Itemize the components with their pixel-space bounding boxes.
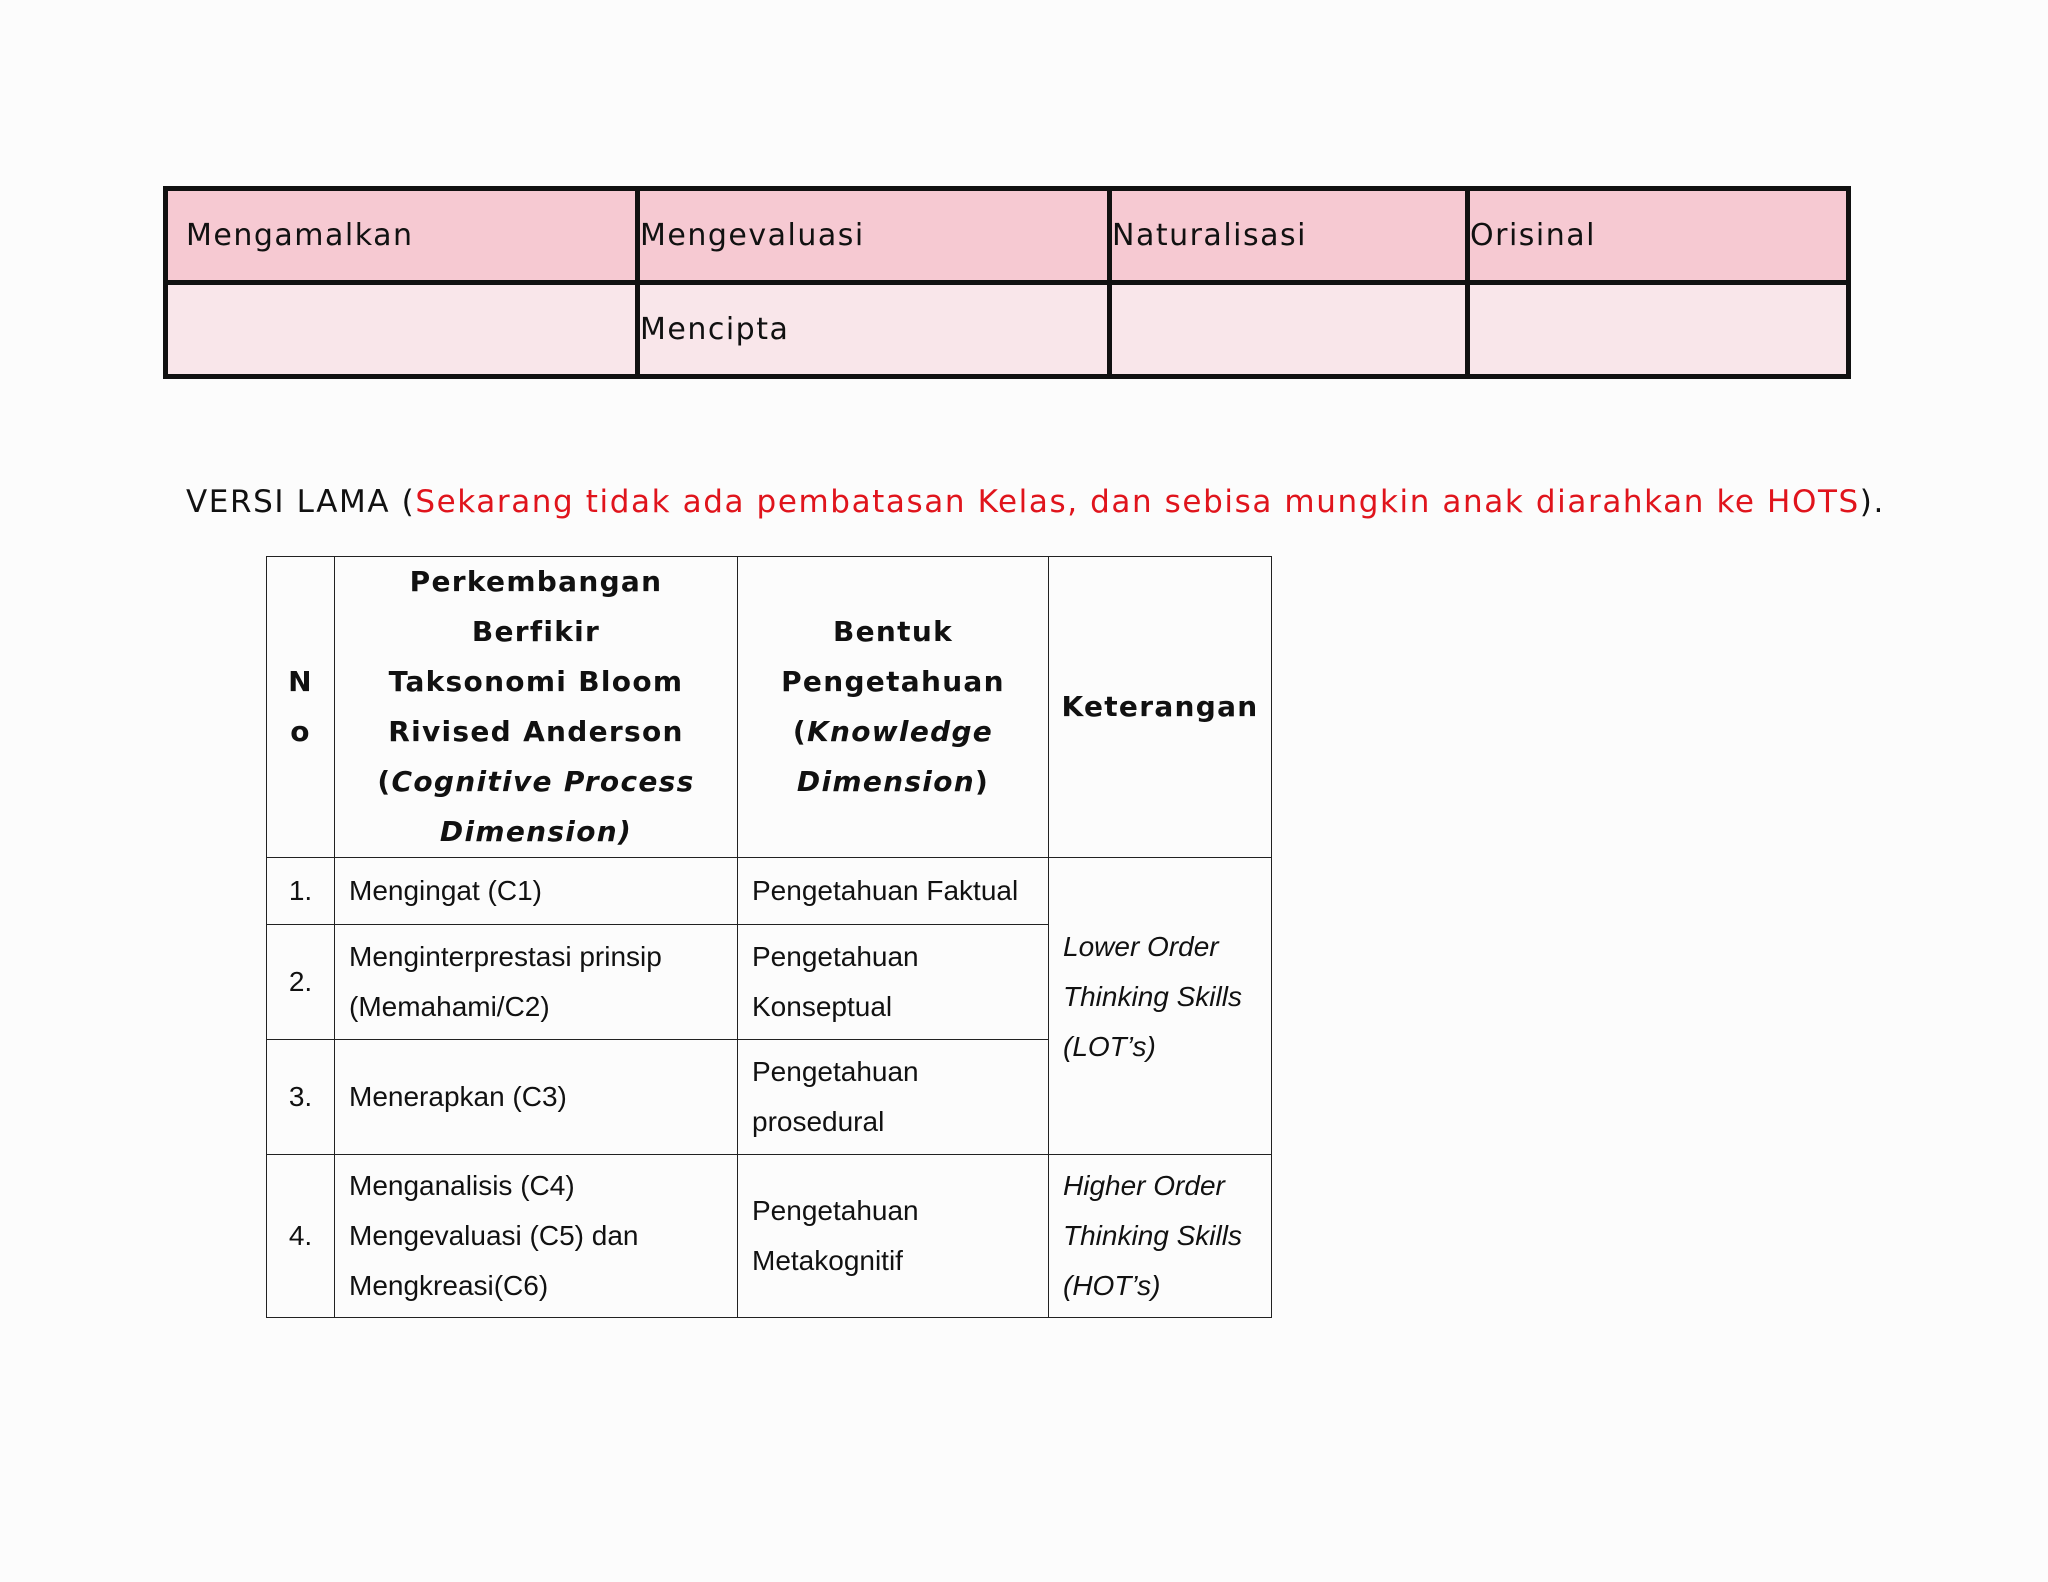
cognitive-process-cell: Menginterprestasi prinsip (Memahami/C2)	[335, 925, 738, 1040]
table-row	[267, 858, 1272, 925]
cognitive-process-cell: Mengingat (C1)	[335, 858, 738, 925]
row-number: 3.	[267, 1040, 335, 1155]
table-header-row	[267, 557, 1272, 858]
knowledge-cell: Pengetahuan Konseptual	[738, 925, 1049, 1040]
heading-suffix: ).	[1859, 484, 1885, 520]
table-cell	[166, 283, 638, 377]
row-number: 2.	[267, 925, 335, 1040]
header-bentuk-pengetahuan: Bentuk Pengetahuan (Knowledge Dimension)	[738, 557, 1049, 858]
knowledge-cell: Pengetahuan Metakognitif	[738, 1155, 1049, 1318]
knowledge-cell: Pengetahuan prosedural	[738, 1040, 1049, 1155]
knowledge-cell: Pengetahuan Faktual	[738, 858, 1049, 925]
table-cell	[1468, 283, 1849, 377]
row-number: 1.	[267, 858, 335, 925]
section-heading	[186, 484, 1885, 520]
cognitive-process-cell: Menerapkan (C3)	[335, 1040, 738, 1155]
heading-note: Sekarang tidak ada pembatasan Kelas, dan sebisa mungkin anak diarahkan ke HOTS	[415, 484, 1860, 520]
table-cell	[1110, 283, 1468, 377]
table-cell: Mencipta	[638, 283, 1110, 377]
taxonomy-levels-table	[163, 186, 1851, 379]
cognitive-process-cell: Menganalisis (C4) Mengevaluasi (C5) dan Mengkreasi(C6)	[335, 1155, 738, 1318]
lot-note-cell: Lower Order Thinking Skills (LOT’s)	[1049, 858, 1272, 1155]
table-row	[267, 1155, 1272, 1318]
heading-prefix: VERSI LAMA (	[186, 484, 416, 520]
header-keterangan: Keterangan	[1049, 557, 1272, 858]
table-row	[166, 283, 1849, 377]
header-perkembangan: Perkembangan Berfikir Taksonomi Bloom Rivised Anderson (Cognitive Process Dimension)	[335, 557, 738, 858]
row-number: 4.	[267, 1155, 335, 1318]
table-cell: Mengevaluasi	[638, 189, 1110, 283]
old-version-table	[266, 556, 1272, 1318]
header-no: N o	[267, 557, 335, 858]
table-cell: Naturalisasi	[1110, 189, 1468, 283]
hot-note-cell: Higher Order Thinking Skills (HOT’s)	[1049, 1155, 1272, 1318]
table-cell: Orisinal	[1468, 189, 1849, 283]
table-row	[166, 189, 1849, 283]
table-cell: Mengamalkan	[166, 189, 638, 283]
